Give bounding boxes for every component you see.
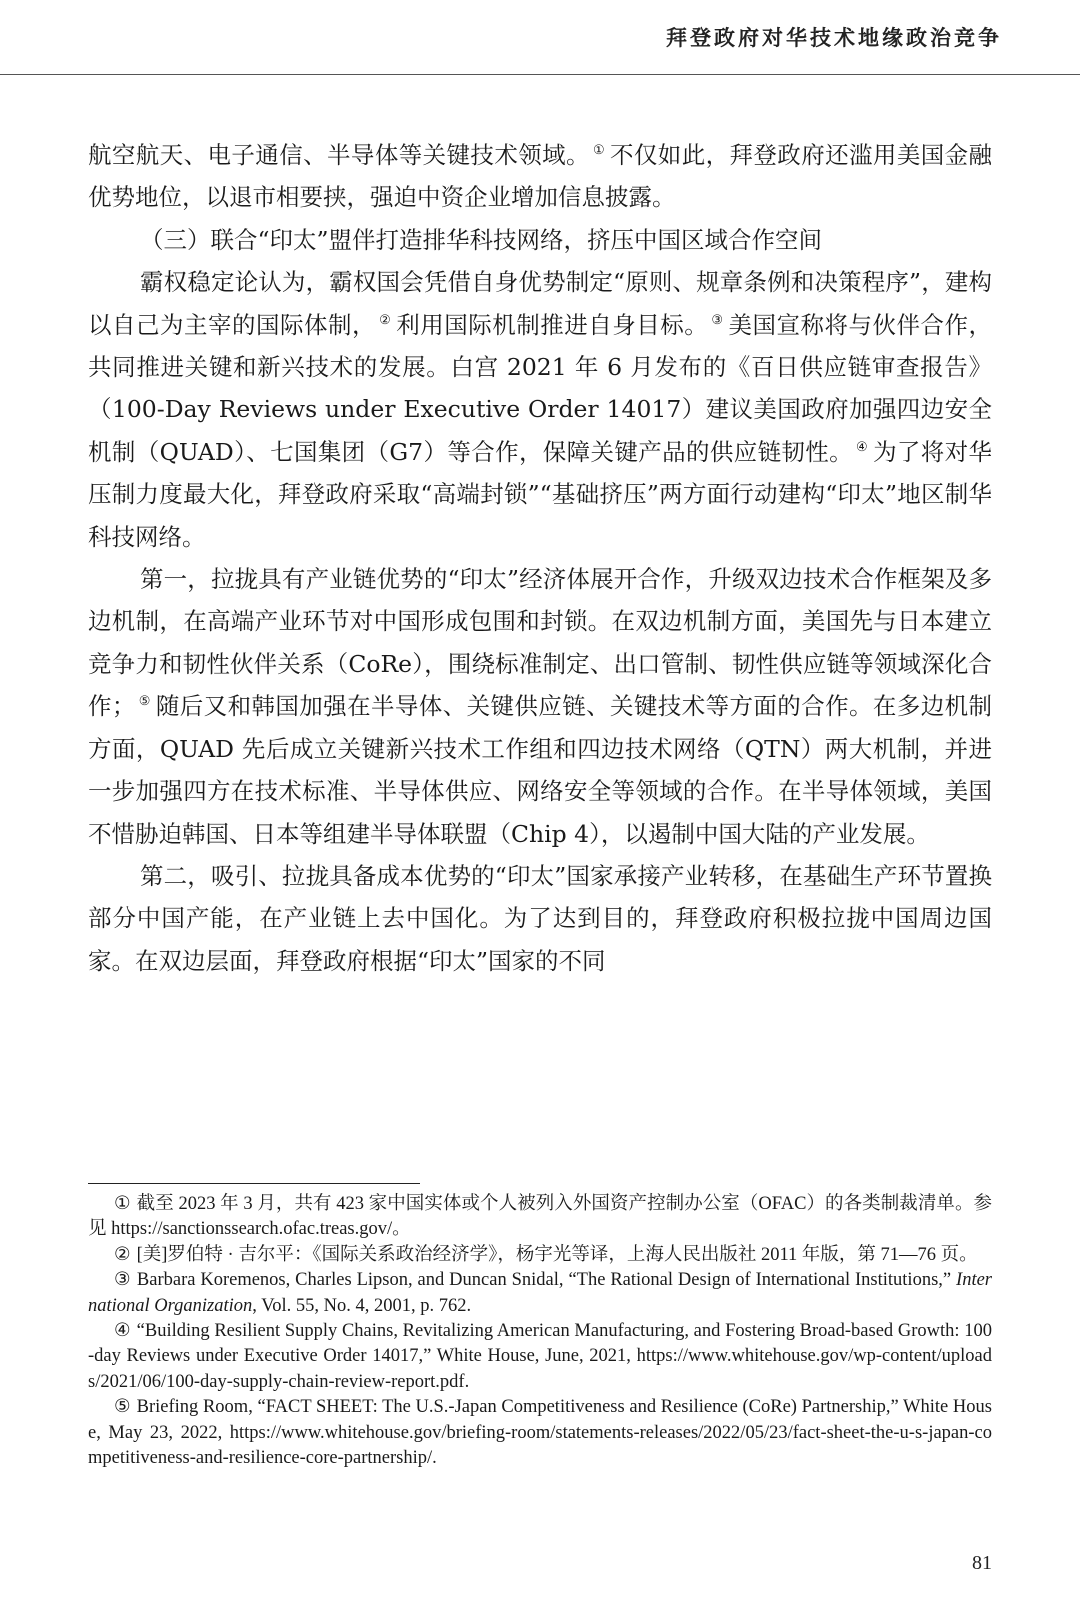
footnote xyxy=(88,1192,992,1243)
footnote-italic-title: International Organization xyxy=(88,1270,992,1316)
footnote-mark: ④ xyxy=(114,1321,131,1342)
text-run: 利用国际机制推进自身目标。 xyxy=(396,310,709,339)
footnote xyxy=(88,1319,992,1395)
footnote xyxy=(88,1243,992,1268)
text-run: 为了将对华压制力度最大化，拜登政府采取“高端封锁”“基础挤压”两方面行动建构“印太”地区制华科技网络。 xyxy=(88,437,993,551)
text-run: 美国宣称将与伙伴合作，共同推进关键和新兴技术的发展。白宫 2021 年 6 月发布的《百日供应链审查报告》（100-Day Reviews under Executive Order 14017）建议美国政府加强四边安全机制（QUAD）、七国集团（G7）等合作，保障关键产品的供应链韧性。 xyxy=(88,310,993,466)
footnote-text: 截至 2023 年 3 月，共有 423 家中国实体或个人被列入外国资产控制办公室（OFAC）的各类制裁清单。参见 https://sanctionssearch.ofac.treas.gov/。 xyxy=(88,1194,992,1240)
paragraph xyxy=(88,261,992,558)
text-run: 第一，拉拢具有产业链优势的“印太”经济体展开合作，升级双边技术合作框架及多边机制，在高端产业环节对中国形成包围和封锁。在双边机制方面，美国先与日本建立竞争力和韧性伙伴关系（CoRe），围绕标准制定、出口管制、韧性供应链等领域深化合作； xyxy=(88,565,992,721)
footnote-reference: ④ xyxy=(856,439,869,455)
footnote xyxy=(88,1268,992,1319)
footnote-reference: ① xyxy=(592,143,605,158)
text-run: 第二，吸引、拉拢具备成本优势的“印太”国家承接产业转移，在基础生产环节置换部分中国产能，在产业链上去中国化。为了达到目的，拜登政府积极拉拢中国周边国家。在双边层面，拜登政府根据“印太”国家的不同 xyxy=(88,861,992,975)
footnote-text: , Vol. 55, No. 4, 2001, p. 762. xyxy=(252,1295,472,1316)
footnote-reference: ⑤ xyxy=(138,694,151,710)
text-run: （三）联合“印太”盟伴打造排华科技网络，挤压中国区域合作空间 xyxy=(140,225,823,254)
footnote-text: Barbara Koremenos, Charles Lipson, and Duncan Snidal, “The Rational Design of International Institutions,” xyxy=(136,1270,957,1291)
text-run: 航空航天、电子通信、半导体等关键技术领域。 xyxy=(88,141,590,169)
page-number: 81 xyxy=(972,1552,992,1574)
footnote-mark: ③ xyxy=(114,1270,131,1291)
header-divider xyxy=(0,74,1080,75)
footnote-mark: ② xyxy=(114,1244,131,1265)
footnotes xyxy=(88,1192,992,1471)
paragraph xyxy=(88,855,992,982)
section-subheading xyxy=(88,219,992,261)
footnote-reference: ③ xyxy=(711,312,724,328)
body-text xyxy=(88,134,992,982)
footnote-text: Briefing Room, “FACT SHEET: The U.S.-Japan Competitiveness and Resilience (CoRe) Partnership,” White House, May 23, 2022, https://www.whitehouse.gov/briefing-room/statements-releases/2022/05/23/fact-sheet-the-u-s-japan-competitiveness-and-resilience-core-partnership/. xyxy=(88,1397,992,1469)
footnote-text: “Building Resilient Supply Chains, Revitalizing American Manufacturing, and Fostering Broad-based Growth: 100-day Reviews under Executive Order 14017,” White House, June, 2021, https://www.whitehouse.gov/wp-content/uploads/2021/06/100-day-supply-chain-review-report.pdf. xyxy=(88,1321,992,1392)
footnote-reference: ② xyxy=(379,312,392,328)
text-run: 不仅如此，拜登政府还滥用美国金融优势地位，以退市相要挟，强迫中资企业增加信息披露。 xyxy=(88,141,993,212)
paragraph xyxy=(88,558,992,855)
running-header: 拜登政府对华技术地缘政治竞争 xyxy=(666,25,1002,50)
text-run: 霸权稳定论认为，霸权国会凭借自身优势制定“原则、规章条例和决策程序”，建构以自己为主宰的国际体制， xyxy=(88,268,992,339)
footnote-mark: ⑤ xyxy=(114,1397,131,1418)
footnote-separator xyxy=(88,1183,420,1184)
text-run: 随后又和韩国加强在半导体、关键供应链、关键技术等方面的合作。在多边机制方面，QUAD 先后成立关键新兴技术工作组和四边技术网络（QTN）两大机制，并进一步加强四方在技术标准、半导体供应、网络安全等领域的合作。在半导体领域，美国不惜胁迫韩国、日本等组建半导体联盟（Chip 4），以遏制中国大陆的产业发展。 xyxy=(88,692,993,848)
footnote-mark: ① xyxy=(114,1194,131,1214)
paragraph-continued xyxy=(88,134,992,219)
footnote xyxy=(88,1395,992,1471)
footnote-text: [美]罗伯特 · 吉尔平：《国际关系政治经济学》，杨宇光等译，上海人民出版社 2011 年版，第 71—76 页。 xyxy=(136,1244,978,1265)
